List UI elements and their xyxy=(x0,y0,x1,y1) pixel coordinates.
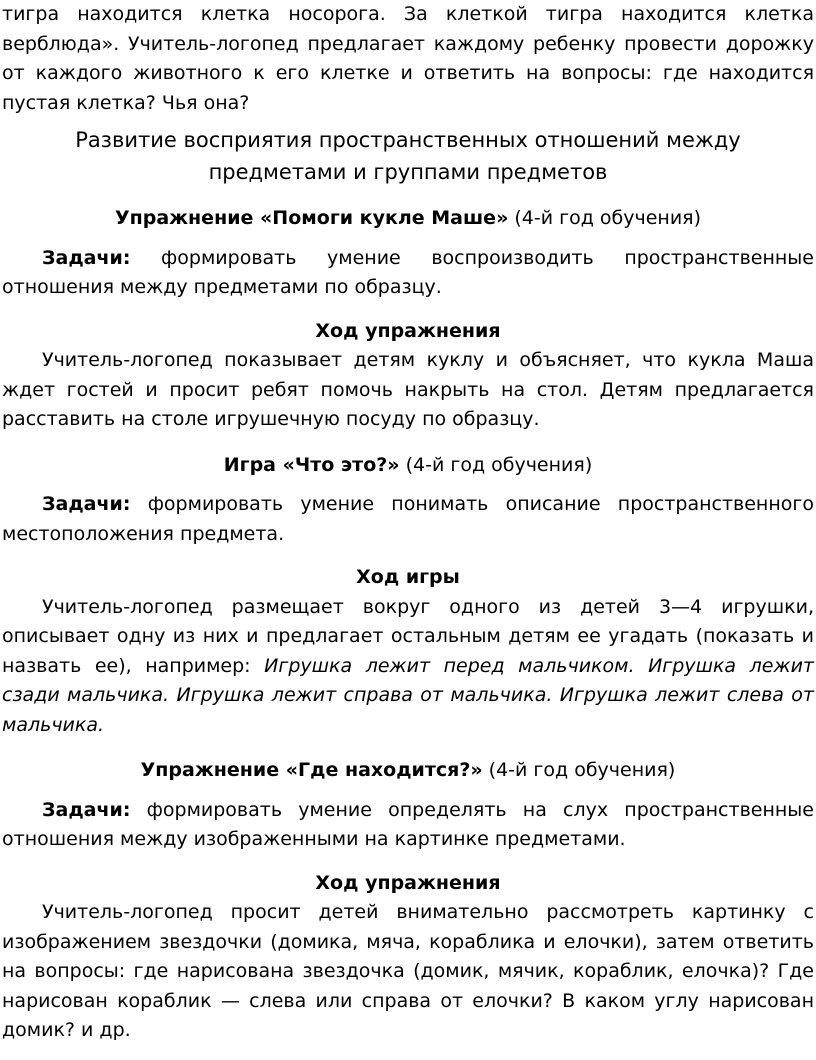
exercise-1-process-title: Ход упражнения xyxy=(315,319,501,342)
exercise-1-title: Упражнение «Помоги кукле Маше» xyxy=(114,207,509,229)
exercise-3-tasks-label: Задачи: xyxy=(42,798,131,821)
exercise-2-tasks-text: формировать умение понимать описание пространственного местоположения предмета. xyxy=(2,493,814,545)
exercise-1-tasks xyxy=(2,244,814,303)
exercise-3-heading xyxy=(2,756,814,786)
exercise-2-process-text xyxy=(2,593,814,741)
exercise-2-process-title: Ход игры xyxy=(356,566,460,588)
section-title-line2: предметами и группами предметов xyxy=(208,160,608,184)
exercise-1-tasks-label: Задачи: xyxy=(42,246,131,269)
exercise-2-process-examples: Игрушка лежит перед мальчиком. Игрушка лежит сзади мальчика. Игрушка лежит справа от мальчика. Игрушка лежит слева от мальчика. xyxy=(2,654,814,736)
exercise-2-tasks xyxy=(2,490,814,549)
exercise-3-process-title: Ход упражнения xyxy=(315,871,501,894)
exercise-2-year: (4-й год обучения) xyxy=(399,453,593,476)
exercise-1-heading xyxy=(2,204,814,234)
exercise-2-tasks-label: Задачи: xyxy=(42,493,131,515)
exercise-3-year: (4-й год обучения) xyxy=(482,759,676,781)
section-title-line1: Развитие восприятия пространственных отношений между xyxy=(75,128,741,152)
exercise-3-tasks-text: формировать умение определять на слух пространственные отношения между изображенными на картинке предметами. xyxy=(2,798,814,850)
exercise-3-tasks xyxy=(2,796,814,855)
exercise-3-process-text: Учитель-логопед просит детей внимательно рассмотреть картинку с изображением звездочки (домика, мяча, кораблика и елочки), затем ответить на вопросы: где нарисована звездочка (домик, мячик, кораблик, елочка)? Где нарисован кораблик — слева или справа от елочки? В каком углу нарисован домик? и др. xyxy=(2,901,814,1041)
exercise-2-heading xyxy=(2,451,814,481)
exercise-3-title: Упражнение «Где находится?» xyxy=(140,759,483,781)
exercise-1-year: (4-й год обучения) xyxy=(508,207,702,229)
exercise-1-process-text: Учитель-логопед показывает детям куклу и объясняет, что кукла Маша ждет гостей и просит ребят помочь накрыть на стол. Детям предлагается расставить на столе игрушечную посуду по образцу. xyxy=(2,349,814,430)
section-title xyxy=(2,124,814,188)
exercise-1-tasks-text: формировать умение воспроизводить пространственные отношения между предметами по образцу. xyxy=(2,246,814,298)
exercise-2-title: Игра «Что это?» xyxy=(223,453,400,476)
intro-paragraph: тигра находится клетка носорога. За клеткой тигра находится клетка верблюда». Учитель-логопед предлагает каждому ребенку провести дорожку от каждого животного к его клетке и ответить на вопросы: где находится пустая клетка? Чья она? xyxy=(2,3,814,114)
exercise-2-process-text-main: Учитель-логопед размещает вокруг одного из детей 3—4 игрушки, описывает одну из них и предлагает остальным детям ее угадать (показать и назвать ее), например: xyxy=(2,595,814,677)
